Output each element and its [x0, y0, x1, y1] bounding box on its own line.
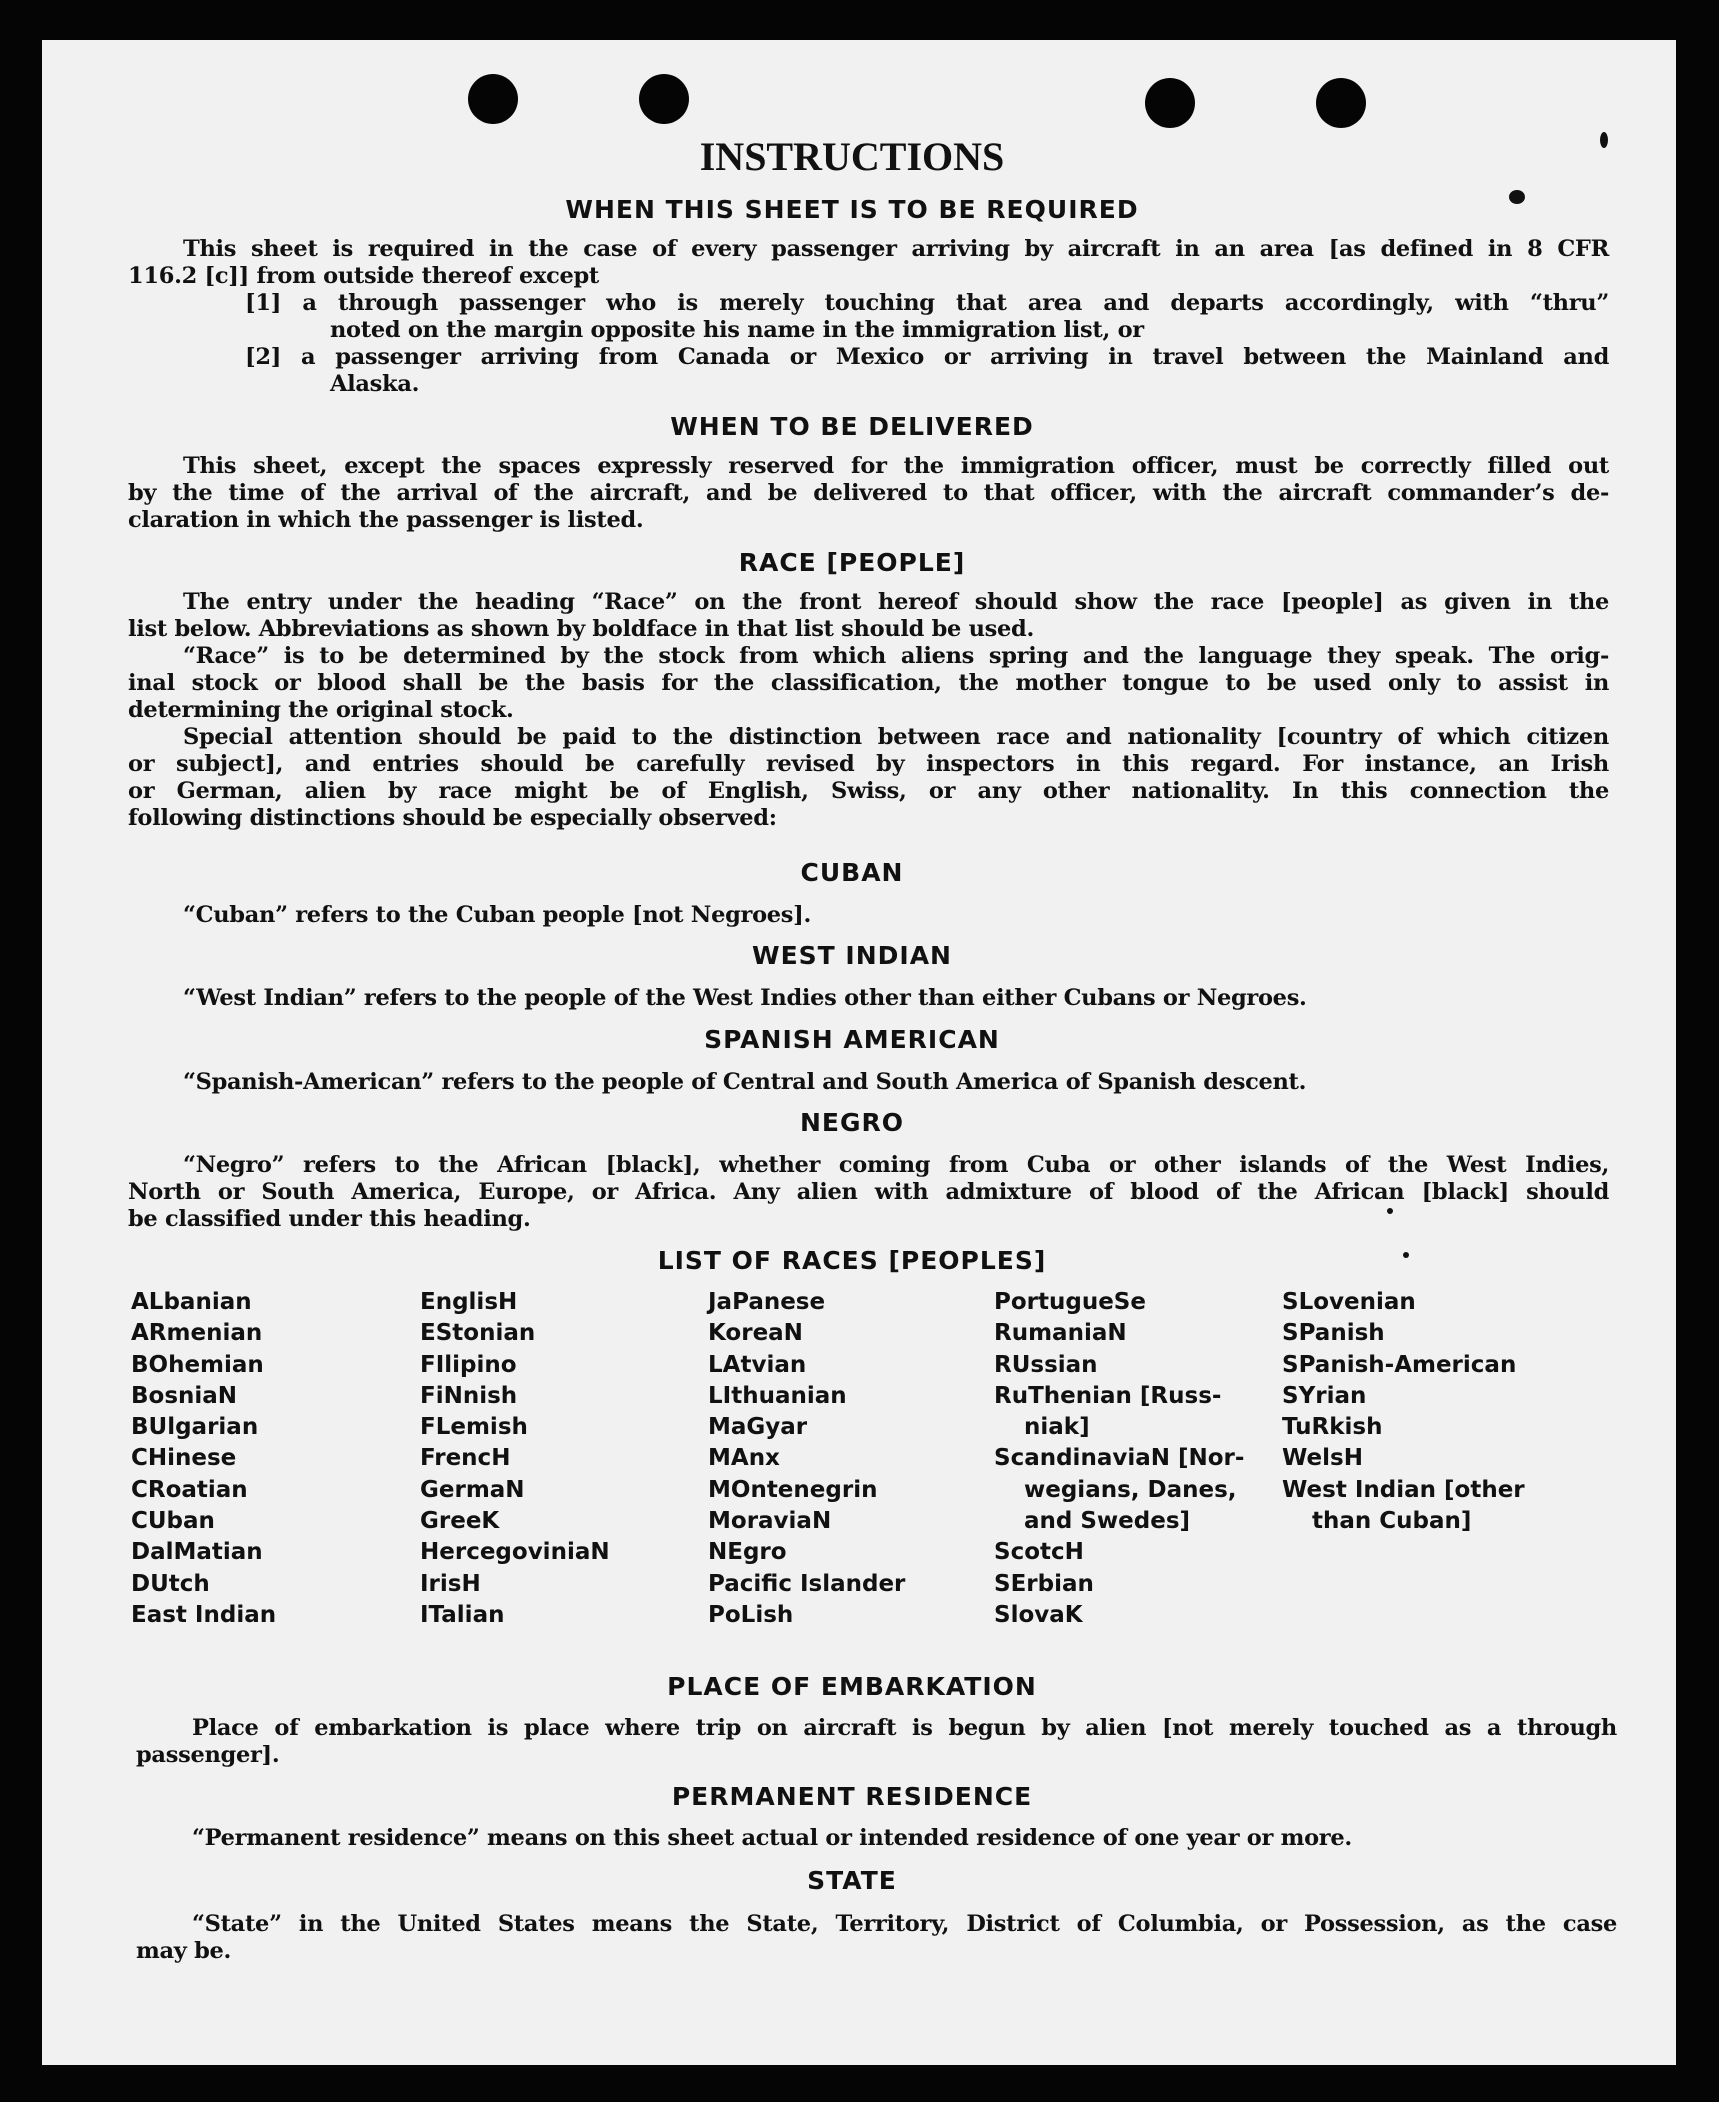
heading-when-delivered: WHEN TO BE DELIVERED — [670, 412, 1034, 441]
exception-item: Alaska. — [330, 371, 420, 397]
race-entry: RuThenian [Russ- — [994, 1382, 1222, 1409]
race-entry: FrencH — [420, 1445, 511, 1472]
race-entry: TuRkish — [1282, 1414, 1383, 1441]
west-indian-text: “West Indian” refers to the people of the West Indies other than either Cubans or Negroes. — [183, 985, 1307, 1011]
cuban-text: “Cuban” refers to the Cuban people [not Negroes]. — [183, 902, 812, 928]
race-entry: West Indian [other — [1282, 1476, 1525, 1503]
punch-hole — [1145, 78, 1195, 128]
embarkation-text: Place of embarkation is place where trip on aircraft is begun by alien [not merely touched as a through — [192, 1715, 1617, 1741]
races-column — [1282, 1287, 1525, 1537]
state-text: may be. — [136, 1938, 232, 1964]
race-entry: GreeK — [420, 1508, 500, 1535]
race-text: or German, alien by race might be of English, Swiss, or any other nationality. In this connection the — [128, 778, 1609, 804]
race-entry: PoLish — [708, 1601, 794, 1628]
race-entry: CHinese — [131, 1445, 237, 1472]
race-text: “Race” is to be determined by the stock from which aliens spring and the language they speak. The orig- — [183, 643, 1609, 669]
race-text: following distinctions should be especially observed: — [128, 805, 777, 831]
races-column — [131, 1287, 276, 1631]
race-entry: HercegoviniaN — [420, 1539, 610, 1566]
races-column — [708, 1287, 905, 1631]
race-entry: BUlgarian — [131, 1414, 259, 1441]
heading-negro: NEGRO — [799, 1108, 905, 1137]
race-entry: ALbanian — [131, 1289, 252, 1315]
embarkation-text: passenger]. — [136, 1742, 280, 1768]
heading-list-of-races: LIST OF RACES [PEOPLES] — [657, 1246, 1047, 1275]
when-required-text: This sheet is required in the case of every passenger arriving by aircraft in an area [as defined in 8 CFR — [183, 236, 1609, 262]
document-page — [42, 40, 1676, 2065]
race-entry: GermaN — [420, 1476, 525, 1503]
race-entry: SErbian — [994, 1570, 1094, 1597]
negro-text: “Negro” refers to the African [black], whether coming from Cuba or other islands of the West Indies, — [183, 1152, 1609, 1178]
heading-permanent-residence: PERMANENT RESIDENCE — [671, 1782, 1033, 1811]
race-entry: RumaniaN — [994, 1320, 1127, 1347]
ink-speck — [1387, 1208, 1393, 1214]
race-entry: WelsH — [1282, 1445, 1363, 1472]
race-entry: SPanish-American — [1282, 1351, 1517, 1378]
race-entry: FiNnish — [420, 1382, 518, 1409]
heading-when-required: WHEN THIS SHEET IS TO BE REQUIRED — [565, 195, 1139, 224]
race-entry-continued: wegians, Danes, — [1024, 1476, 1237, 1503]
punch-hole — [468, 74, 518, 124]
race-entry: KoreaN — [708, 1320, 803, 1347]
race-entry: CRoatian — [131, 1476, 248, 1503]
race-entry: MoraviaN — [708, 1508, 832, 1535]
exception-item: noted on the margin opposite his name in the immigration list, or — [330, 317, 1144, 343]
when-delivered-text: claration in which the passenger is listed. — [128, 507, 644, 533]
race-entry: NEgro — [708, 1539, 787, 1566]
race-entry: MOntenegrin — [708, 1476, 878, 1503]
exception-item: [1] a through passenger who is merely touching that area and departs accordingly, with “thru” — [245, 290, 1609, 316]
when-required-text: 116.2 [c]] from outside thereof except — [128, 263, 600, 289]
race-entry: ScotcH — [994, 1539, 1084, 1566]
negro-text: be classified under this heading. — [128, 1206, 531, 1232]
race-entry: CUban — [131, 1508, 215, 1535]
race-entry: FLemish — [420, 1414, 528, 1441]
heading-race: RACE [PEOPLE] — [738, 548, 966, 577]
race-entry: DalMatian — [131, 1539, 263, 1566]
race-entry: PortugueSe — [994, 1289, 1146, 1315]
when-delivered-text: by the time of the arrival of the aircraft, and be delivered to that officer, with the aircraft commander’s de- — [128, 480, 1609, 506]
race-entry: RUssian — [994, 1351, 1098, 1378]
races-column — [994, 1287, 1244, 1631]
spanish-american-text: “Spanish-American” refers to the people of Central and South America of Spanish descent. — [183, 1069, 1307, 1095]
race-entry: JaPanese — [708, 1289, 826, 1315]
race-entry: DUtch — [131, 1570, 210, 1597]
race-entry: ARmenian — [131, 1320, 263, 1347]
exception-item: [2] a passenger arriving from Canada or Mexico or arriving in travel between the Mainland and — [245, 344, 1609, 370]
race-text: or subject], and entries should be carefully revised by inspectors in this regard. For instance, an Irish — [128, 751, 1609, 777]
race-entry: LAtvian — [708, 1351, 807, 1378]
when-delivered-text: This sheet, except the spaces expressly reserved for the immigration officer, must be correctly filled out — [183, 453, 1609, 479]
race-text: list below. Abbreviations as shown by boldface in that list should be used. — [128, 616, 1034, 642]
race-text: determining the original stock. — [128, 697, 514, 723]
race-entry: SYrian — [1282, 1382, 1367, 1409]
race-entry: SlovaK — [994, 1601, 1083, 1628]
race-entry: IrisH — [420, 1570, 481, 1597]
heading-west-indian: WEST INDIAN — [752, 941, 952, 970]
races-column — [420, 1287, 610, 1631]
race-entry-continued: niak] — [1024, 1414, 1090, 1441]
race-entry: FIlipino — [420, 1351, 517, 1378]
race-entry: LIthuanian — [708, 1382, 847, 1409]
race-text: inal stock or blood shall be the basis for the classification, the mother tongue to be used only to assist in — [128, 670, 1609, 696]
race-entry: EnglisH — [420, 1289, 518, 1315]
race-entry-continued: and Swedes] — [1024, 1508, 1191, 1535]
race-entry: MAnx — [708, 1445, 780, 1472]
race-text: Special attention should be paid to the distinction between race and nationality [country of which citizen — [183, 724, 1609, 750]
race-entry: ScandinaviaN [Nor- — [994, 1445, 1245, 1472]
heading-cuban: CUBAN — [800, 858, 904, 887]
state-text: “State” in the United States means the State, Territory, District of Columbia, or Possession, as the case — [192, 1911, 1617, 1937]
punch-hole — [1316, 78, 1366, 128]
race-entry: SLovenian — [1282, 1289, 1416, 1315]
race-entry: SPanish — [1282, 1320, 1385, 1347]
race-text: The entry under the heading “Race” on the front hereof should show the race [people] as given in the — [183, 589, 1609, 615]
punch-hole — [639, 74, 689, 124]
race-entry: BOhemian — [131, 1351, 264, 1378]
race-entry-continued: than Cuban] — [1312, 1508, 1472, 1535]
residence-text: “Permanent residence” means on this sheet actual or intended residence of one year or more. — [192, 1825, 1352, 1851]
negro-text: North or South America, Europe, or Africa. Any alien with admixture of blood of the African [black] should — [128, 1179, 1609, 1205]
race-entry: Pacific Islander — [708, 1570, 906, 1597]
race-entry: ITalian — [420, 1601, 505, 1628]
heading-state: STATE — [807, 1866, 897, 1895]
page-title: INSTRUCTIONS — [699, 134, 1005, 179]
race-entry: BosniaN — [131, 1382, 238, 1409]
heading-embarkation: PLACE OF EMBARKATION — [667, 1672, 1037, 1701]
race-entry: EStonian — [420, 1320, 536, 1347]
race-entry: East Indian — [131, 1601, 277, 1628]
heading-spanish-american: SPANISH AMERICAN — [704, 1025, 1000, 1054]
race-entry: MaGyar — [708, 1414, 808, 1441]
